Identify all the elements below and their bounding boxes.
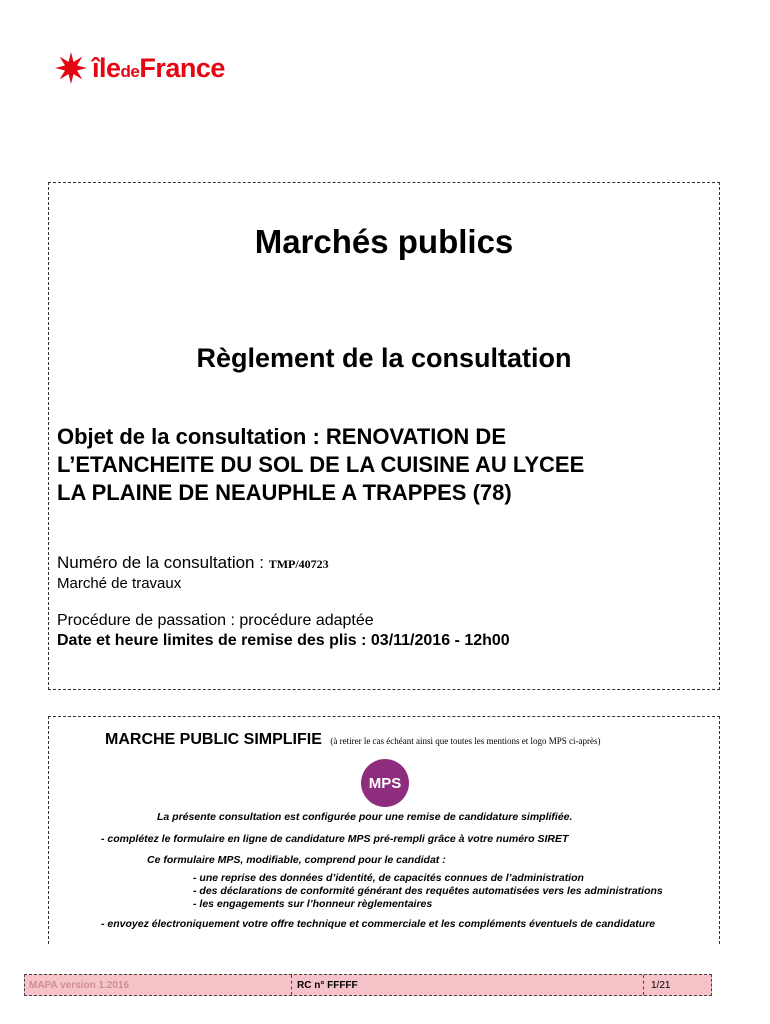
mps-line-5: - des déclarations de conformité générant des requêtes automatisées vers les administrations xyxy=(193,885,663,897)
mps-line-4: - une reprise des données d’identité, de capacités connues de l’administration xyxy=(193,872,584,884)
footer-divider xyxy=(643,975,644,995)
objet-line-3: LA PLAINE DE NEAUPHLE A TRAPPES (78) xyxy=(57,480,512,505)
footer-page-number: 1/21 xyxy=(651,980,671,991)
footer-divider xyxy=(291,975,292,995)
objet-line-1: Objet de la consultation : RENOVATION DE xyxy=(57,424,506,449)
mps-header xyxy=(105,731,601,749)
ile-de-france-logo xyxy=(54,50,225,86)
mps-line-1: La présente consultation est configurée pour une remise de candidature simplifiée. xyxy=(157,811,573,823)
consultation-object xyxy=(57,423,707,507)
mps-line-7: - envoyez électroniquement votre offre technique et commerciale et les compléments éventuels de candidature xyxy=(101,918,656,930)
page-title: Marchés publics xyxy=(254,223,514,260)
procedure-text: Procédure de passation : procédure adaptée xyxy=(57,612,374,629)
market-type: Marché de travaux xyxy=(57,575,182,592)
footer-version: MAPA version 1.2016 xyxy=(29,980,130,991)
page-footer xyxy=(24,974,712,996)
page-subtitle: Règlement de la consultation xyxy=(196,343,572,373)
mps-box xyxy=(48,716,720,944)
mps-line-2: - complétez le formulaire en ligne de candidature MPS pré-rempli grâce à votre numéro SIRET xyxy=(101,833,569,845)
numero-label: Numéro de la consultation : xyxy=(57,553,264,572)
mps-logo: MPS xyxy=(361,759,409,807)
mps-line-6: - les engagements sur l’honneur règlementaires xyxy=(193,898,433,910)
mps-line-3: Ce formulaire MPS, modifiable, comprend pour le candidat : xyxy=(147,854,446,866)
logo-part1: île xyxy=(92,52,121,83)
cover-box xyxy=(48,182,720,690)
deadline-text: Date et heure limites de remise des plis : 03/11/2016 - 12h00 xyxy=(57,632,510,649)
star-icon xyxy=(54,51,88,85)
logo-wordmark xyxy=(92,53,225,84)
consultation-number xyxy=(57,553,329,573)
footer-rc: RC n° FFFFF xyxy=(297,980,358,991)
objet-line-2: L’ETANCHEITE DU SOL DE LA CUISINE AU LYCEE xyxy=(57,452,585,477)
logo-part2: de xyxy=(120,61,140,81)
mps-note: (à retirer le cas échéant ainsi que toutes les mentions et logo MPS ci-après) xyxy=(330,736,601,746)
mps-heading: MARCHE PUBLIC SIMPLIFIE xyxy=(105,731,322,748)
numero-value: TMP/40723 xyxy=(268,557,329,571)
logo-part3: France xyxy=(139,52,225,83)
